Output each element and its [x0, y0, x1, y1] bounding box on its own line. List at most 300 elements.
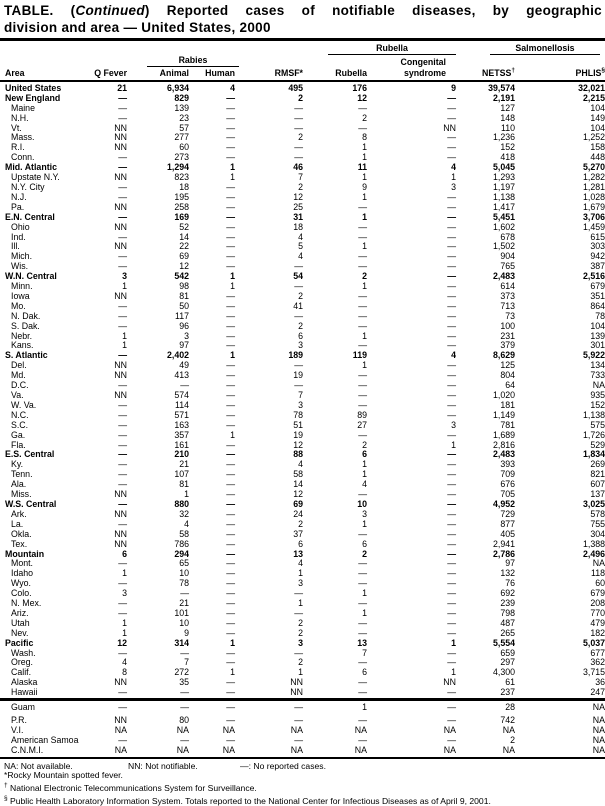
area-cell: N.C. — [11, 409, 29, 420]
value-cell: 127 — [500, 102, 515, 113]
value-cell: 2 — [510, 734, 515, 745]
value-cell: — — [118, 419, 127, 430]
value-cell: 118 — [590, 568, 605, 579]
value-cell: 1,689 — [492, 429, 515, 440]
value-cell: 2,191 — [492, 92, 515, 103]
value-cell: 132 — [500, 568, 515, 579]
col-group-rabies: Rabies — [127, 55, 235, 67]
value-cell: — — [358, 657, 367, 668]
value-cell: 22 — [179, 241, 189, 252]
value-cell: 169 — [174, 211, 189, 222]
value-cell: — — [118, 498, 127, 509]
value-cell: 1,197 — [492, 181, 515, 192]
value-cell: — — [358, 370, 367, 381]
value-cell: — — [226, 380, 235, 391]
value-cell: 14 — [293, 479, 303, 490]
value-cell: 448 — [590, 152, 605, 163]
value-cell: — — [118, 261, 127, 272]
area-cell: Mid. Atlantic — [5, 162, 57, 173]
area-cell: Wyo. — [11, 578, 31, 589]
value-cell: 575 — [590, 419, 605, 430]
value-cell: 2 — [298, 657, 303, 668]
value-cell: 21 — [179, 598, 189, 609]
value-cell: — — [447, 102, 456, 113]
area-cell: Calif. — [11, 667, 32, 678]
value-cell: — — [118, 607, 127, 618]
value-cell: — — [118, 578, 127, 589]
value-cell: — — [447, 380, 456, 391]
section-footnote-marker: § — [601, 67, 605, 74]
value-cell: 679 — [590, 588, 605, 599]
value-cell: 1,293 — [492, 172, 515, 183]
value-cell: NN — [114, 508, 127, 519]
value-cell: 4,300 — [492, 667, 515, 678]
value-cell: NA — [127, 746, 189, 758]
value-cell: 107 — [174, 469, 189, 480]
value-cell: 1 — [122, 330, 127, 341]
value-cell: — — [358, 429, 367, 440]
area-cell: Pacific — [5, 637, 34, 648]
value-cell: 1,459 — [582, 221, 605, 232]
area-cell: Colo. — [11, 588, 32, 599]
value-cell: — — [294, 360, 303, 371]
area-cell: C.N.M.I. — [0, 746, 91, 758]
value-cell: 1 — [362, 360, 367, 371]
value-cell: — — [118, 191, 127, 202]
value-cell: — — [358, 102, 367, 113]
value-cell: 12 — [293, 439, 303, 450]
value-cell: — — [118, 449, 127, 460]
value-cell: — — [294, 142, 303, 153]
area-cell: Del. — [11, 360, 27, 371]
value-cell: 4 — [230, 82, 235, 93]
value-cell: 1,020 — [492, 390, 515, 401]
value-cell: NA — [443, 724, 456, 735]
value-cell: 60 — [179, 142, 189, 153]
value-cell: — — [226, 290, 235, 301]
value-cell: 4 — [298, 558, 303, 569]
area-cell: Okla. — [11, 528, 32, 539]
value-cell: — — [294, 607, 303, 618]
value-cell: — — [118, 459, 127, 470]
value-cell: NN — [114, 241, 127, 252]
value-cell: — — [447, 489, 456, 500]
value-cell: — — [447, 498, 456, 509]
area-cell: Ark. — [11, 508, 27, 519]
value-cell: 35 — [179, 677, 189, 688]
value-cell: — — [358, 568, 367, 579]
col-group-salmonellosis: Salmonellosis — [456, 41, 605, 55]
value-cell: 3 — [122, 588, 127, 599]
value-cell: — — [226, 498, 235, 509]
value-cell: 2,483 — [492, 449, 515, 460]
value-cell: 6 — [362, 667, 367, 678]
area-cell: Md. — [11, 370, 26, 381]
value-cell: 1 — [230, 429, 235, 440]
value-cell: 101 — [174, 607, 189, 618]
area-cell: Nebr. — [11, 330, 33, 341]
value-cell: 303 — [590, 241, 605, 252]
area-cell: Wash. — [11, 647, 36, 658]
value-cell: — — [226, 112, 235, 123]
area-cell: Ohio — [11, 221, 30, 232]
value-cell: — — [226, 261, 235, 272]
value-cell: — — [180, 647, 189, 658]
value-cell: 4 — [362, 479, 367, 490]
value-cell: 8 — [362, 132, 367, 143]
value-cell: 379 — [500, 340, 515, 351]
value-cell: NN — [114, 201, 127, 212]
value-cell: 97 — [505, 558, 515, 569]
value-cell: — — [118, 429, 127, 440]
value-cell: 2,786 — [492, 548, 515, 559]
value-cell: — — [447, 370, 456, 381]
value-cell: — — [226, 607, 235, 618]
value-cell: 176 — [352, 82, 367, 93]
value-cell: — — [447, 231, 456, 242]
value-cell: 823 — [174, 172, 189, 183]
value-cell: — — [294, 380, 303, 391]
value-cell: 2,402 — [166, 350, 189, 361]
value-cell: 19 — [293, 429, 303, 440]
value-cell: — — [447, 657, 456, 668]
value-cell: — — [447, 390, 456, 401]
header-spacer — [127, 41, 235, 55]
value-cell: — — [358, 528, 367, 539]
value-cell: 6,934 — [166, 82, 189, 93]
area-cell: W.S. Central — [5, 498, 57, 509]
value-cell: — — [447, 340, 456, 351]
value-cell: 755 — [590, 518, 605, 529]
value-cell: 3 — [451, 181, 456, 192]
value-cell: — — [358, 231, 367, 242]
value-cell: 5,451 — [492, 211, 515, 222]
value-cell: 2 — [298, 92, 303, 103]
value-cell: 78 — [293, 409, 303, 420]
value-cell: 50 — [179, 300, 189, 311]
value-cell: 798 — [500, 607, 515, 618]
value-cell: 1 — [303, 700, 367, 713]
area-cell: N. Dak. — [11, 310, 41, 321]
area-cell: N.J. — [11, 191, 27, 202]
value-cell: 742 — [500, 715, 515, 726]
value-cell: — — [358, 390, 367, 401]
value-cell: — — [118, 231, 127, 242]
value-cell: 239 — [500, 598, 515, 609]
value-cell: — — [226, 152, 235, 163]
value-cell: 76 — [505, 578, 515, 589]
value-cell: 1 — [122, 617, 127, 628]
value-cell: — — [226, 340, 235, 351]
value-cell: — — [226, 142, 235, 153]
value-cell: 692 — [500, 588, 515, 599]
value-cell: — — [358, 677, 367, 688]
value-cell: 705 — [500, 489, 515, 500]
value-cell: 78 — [595, 310, 605, 321]
value-cell: — — [118, 380, 127, 391]
value-cell: 3 — [298, 637, 303, 648]
value-cell: 1 — [122, 281, 127, 292]
value-cell: — — [447, 568, 456, 579]
area-cell: La. — [11, 518, 24, 529]
area-cell: E.S. Central — [5, 449, 55, 460]
table-row — [0, 81, 605, 94]
value-cell: 1,282 — [582, 172, 605, 183]
value-cell: 829 — [174, 92, 189, 103]
value-cell: 54 — [293, 271, 303, 282]
area-cell: Utah — [11, 617, 30, 628]
value-cell: 104 — [590, 102, 605, 113]
value-cell: 904 — [500, 251, 515, 262]
value-cell: 2,215 — [582, 92, 605, 103]
value-cell: 1,028 — [582, 191, 605, 202]
value-cell: 1 — [122, 340, 127, 351]
value-cell: 39,574 — [488, 82, 515, 93]
value-cell: 114 — [174, 399, 189, 410]
area-cell: Wis. — [11, 261, 29, 272]
value-cell: — — [118, 409, 127, 420]
value-cell: 61 — [505, 677, 515, 688]
value-cell: — — [226, 122, 235, 133]
value-cell: 2 — [362, 112, 367, 123]
value-cell: 60 — [595, 578, 605, 589]
value-cell: 269 — [590, 459, 605, 470]
value-cell: — — [447, 459, 456, 470]
value-cell: 65 — [179, 558, 189, 569]
value-cell: 148 — [500, 112, 515, 123]
value-cell: — — [226, 558, 235, 569]
value-cell: 1 — [362, 330, 367, 341]
value-cell: 676 — [500, 479, 515, 490]
area-cell: Mo. — [11, 300, 26, 311]
value-cell: — — [447, 221, 456, 232]
value-cell: — — [358, 300, 367, 311]
value-cell: 13 — [357, 637, 367, 648]
area-cell: Oreg. — [11, 657, 34, 668]
value-cell: 137 — [590, 489, 605, 500]
value-cell: 495 — [288, 82, 303, 93]
value-cell: 25 — [293, 201, 303, 212]
value-cell: — — [294, 102, 303, 113]
footnote-netss: † National Electronic Telecommunications System for Surveillance. — [4, 782, 257, 793]
value-cell: 152 — [500, 142, 515, 153]
value-cell: — — [447, 251, 456, 262]
value-cell: — — [226, 578, 235, 589]
value-cell: 935 — [590, 390, 605, 401]
value-cell: NA — [303, 746, 367, 758]
col-header-congenital-line1: Congenital — [400, 57, 446, 67]
value-cell: 10 — [179, 617, 189, 628]
value-cell: — — [358, 261, 367, 272]
value-cell: — — [226, 390, 235, 401]
area-cell: Tenn. — [11, 469, 33, 480]
value-cell: — — [180, 588, 189, 599]
value-cell: 942 — [590, 251, 605, 262]
value-cell: — — [358, 715, 367, 726]
value-cell: 2 — [298, 518, 303, 529]
value-cell: 2,816 — [492, 439, 515, 450]
value-cell: — — [226, 518, 235, 529]
value-cell: 677 — [590, 647, 605, 658]
value-cell: NN — [443, 677, 456, 688]
value-cell: NA — [290, 724, 303, 735]
value-cell: 1,388 — [582, 538, 605, 549]
value-cell: 18 — [293, 221, 303, 232]
col-header-rabies-human: Human — [189, 67, 235, 81]
value-cell: 1,138 — [582, 409, 605, 420]
value-cell: 5,045 — [492, 162, 515, 173]
value-cell: NN — [114, 122, 127, 133]
value-cell: 571 — [174, 409, 189, 420]
value-cell: — — [118, 102, 127, 113]
value-cell: — — [118, 479, 127, 490]
value-cell: 1 — [362, 152, 367, 163]
value-cell: — — [447, 399, 456, 410]
table-row — [0, 713, 605, 726]
value-cell: 36 — [595, 677, 605, 688]
value-cell: — — [180, 734, 189, 745]
value-cell: 1 — [451, 172, 456, 183]
value-cell: 64 — [505, 380, 515, 391]
value-cell: 21 — [179, 459, 189, 470]
value-cell: — — [447, 558, 456, 569]
value-cell: — — [226, 360, 235, 371]
value-cell: — — [447, 211, 456, 222]
value-cell: 314 — [174, 637, 189, 648]
table-title — [0, 0, 605, 38]
value-cell: 12 — [117, 637, 127, 648]
value-cell: 2 — [362, 271, 367, 282]
territory-section — [0, 700, 605, 758]
value-cell: 78 — [179, 578, 189, 589]
footnote-phlis: § Public Health Laboratory Information System. Totals reported to the National Center for Infectious Diseases as of April 9, 2001. — [4, 794, 491, 806]
value-cell: NA — [592, 734, 605, 745]
area-cell: Ga. — [11, 429, 26, 440]
value-cell: 80 — [179, 715, 189, 726]
value-cell: 351 — [590, 290, 605, 301]
value-cell: 24 — [293, 508, 303, 519]
value-cell: — — [226, 508, 235, 519]
title-line-2: division and area — United States, 2000 — [4, 19, 271, 35]
value-cell: — — [447, 320, 456, 331]
value-cell: — — [358, 598, 367, 609]
value-cell: — — [226, 677, 235, 688]
value-cell: NN — [443, 122, 456, 133]
value-cell: — — [226, 647, 235, 658]
value-cell: — — [358, 201, 367, 212]
value-cell: NN — [290, 677, 303, 688]
area-cell: D.C. — [11, 380, 29, 391]
value-cell: 7 — [184, 657, 189, 668]
value-cell: 1 — [230, 350, 235, 361]
area-cell: Ariz. — [11, 607, 29, 618]
value-cell: 4 — [298, 231, 303, 242]
area-cell: E.N. Central — [5, 211, 55, 222]
value-cell: 258 — [174, 201, 189, 212]
value-cell: — — [367, 700, 456, 713]
value-cell: NA — [235, 746, 303, 758]
value-cell: NA — [592, 724, 605, 735]
value-cell: — — [294, 261, 303, 272]
disease-table — [0, 41, 605, 759]
value-cell: — — [447, 518, 456, 529]
value-cell: 729 — [500, 508, 515, 519]
value-cell: 2 — [362, 548, 367, 559]
value-cell: 781 — [500, 419, 515, 430]
value-cell: — — [294, 588, 303, 599]
value-cell: — — [118, 598, 127, 609]
value-cell: NN — [114, 132, 127, 143]
value-cell: — — [447, 607, 456, 618]
value-cell: — — [118, 300, 127, 311]
value-cell: 210 — [174, 449, 189, 460]
value-cell: 362 — [590, 657, 605, 668]
table-header — [0, 41, 605, 81]
value-cell: — — [118, 350, 127, 361]
value-cell: — — [358, 558, 367, 569]
value-cell: NN — [114, 528, 127, 539]
area-cell: Iowa — [11, 290, 30, 301]
value-cell: 125 — [500, 360, 515, 371]
value-cell: 2 — [298, 132, 303, 143]
value-cell: — — [358, 290, 367, 301]
value-cell: — — [447, 261, 456, 272]
value-cell: — — [294, 715, 303, 726]
value-cell: — — [447, 588, 456, 599]
value-cell: 1 — [230, 281, 235, 292]
value-cell: — — [118, 439, 127, 450]
value-cell: 4 — [122, 657, 127, 668]
value-cell: — — [226, 211, 235, 222]
value-cell: — — [226, 657, 235, 668]
value-cell: — — [91, 700, 127, 713]
value-cell: 32,021 — [578, 82, 605, 93]
value-cell: 69 — [293, 498, 303, 509]
value-cell: 11 — [357, 162, 367, 173]
value-cell: 3,706 — [582, 211, 605, 222]
value-cell: 8,629 — [492, 350, 515, 361]
value-cell: 88 — [293, 449, 303, 460]
value-cell: 1 — [298, 568, 303, 579]
value-cell: — — [226, 538, 235, 549]
value-cell: 7 — [362, 647, 367, 658]
area-cell: Pa. — [11, 201, 25, 212]
value-cell: — — [118, 211, 127, 222]
value-cell: — — [447, 360, 456, 371]
value-cell: — — [294, 122, 303, 133]
value-cell: — — [118, 399, 127, 410]
value-cell: — — [358, 380, 367, 391]
value-cell: — — [447, 201, 456, 212]
value-cell: 574 — [174, 390, 189, 401]
value-cell: 104 — [590, 320, 605, 331]
value-cell: 73 — [505, 310, 515, 321]
value-cell: — — [226, 439, 235, 450]
value-cell: — — [226, 191, 235, 202]
area-cell: S. Dak. — [11, 320, 40, 331]
legend-dash: —: No reported cases. — [240, 760, 326, 771]
area-cell: V.I. — [11, 724, 24, 735]
value-cell: — — [294, 112, 303, 123]
value-cell: 877 — [500, 518, 515, 529]
value-cell: 117 — [174, 310, 189, 321]
value-cell: 98 — [179, 281, 189, 292]
value-cell: 1 — [122, 627, 127, 638]
value-cell: 1 — [122, 568, 127, 579]
value-cell: NA — [515, 746, 605, 758]
value-cell: 679 — [590, 281, 605, 292]
value-cell: 57 — [179, 122, 189, 133]
